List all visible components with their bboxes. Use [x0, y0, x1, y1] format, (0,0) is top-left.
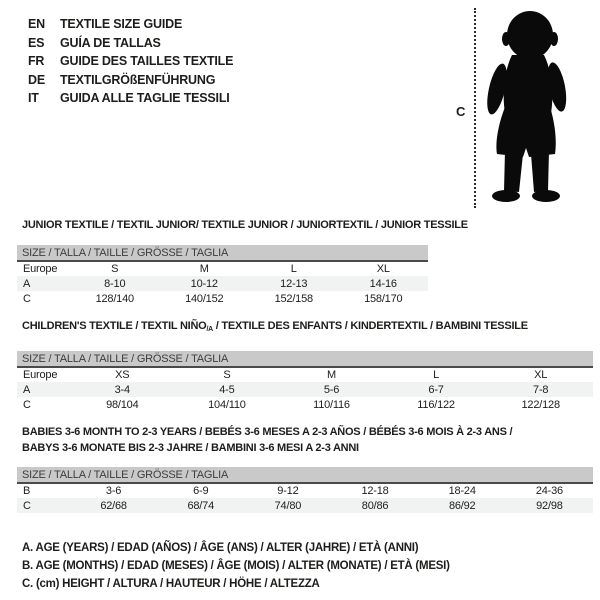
size-value-cell: XL: [534, 369, 548, 381]
row-label-cell: C: [23, 398, 31, 411]
size-value-cell: 110/116: [313, 398, 350, 411]
size-guide-title: GUIDE DES TAILLES TEXTILE: [60, 54, 234, 69]
measure-label-c: C: [456, 104, 466, 119]
table-title-babies: [22, 424, 512, 456]
size-value-cell: 128/140: [95, 292, 134, 305]
size-value-cell: 3-6: [105, 485, 122, 497]
table-row: [17, 397, 593, 412]
size-value-cell: 7-8: [488, 382, 593, 397]
height-measure-line: [474, 8, 476, 208]
size-value-cell: 140/152: [185, 292, 224, 305]
size-value-cell: 86/92: [419, 498, 506, 513]
row-label-cell: Europe: [23, 369, 58, 381]
size-value-cell: S: [223, 369, 231, 381]
table-row: [17, 276, 428, 291]
size-value-cell: 3-4: [70, 382, 175, 397]
language-code: FR: [28, 54, 45, 69]
table-row: [17, 291, 428, 306]
table-title-junior: JUNIOR TEXTILE / TEXTIL JUNIOR/ TEXTILE JUNIOR / JUNIORTEXTIL / JUNIOR TESSILE: [22, 219, 468, 231]
language-code: IT: [28, 91, 39, 106]
title-text: CHILDREN'S TEXTILE / TEXTIL NIÑO: [22, 320, 207, 332]
size-value-cell: M: [327, 369, 336, 381]
size-value-cell: 9-12: [277, 485, 299, 497]
size-value-cell: 152/158: [274, 292, 313, 305]
toddler-silhouette-icon: [480, 9, 576, 207]
junior-size-table: [17, 245, 428, 306]
table-row: [17, 261, 428, 276]
size-value-cell: 24-36: [535, 485, 563, 497]
size-guide-title: TEXTILE SIZE GUIDE: [60, 17, 183, 31]
babies-size-table: [17, 467, 593, 513]
table-row: [17, 498, 593, 513]
size-header-bar: SIZE / TALLA / TAILLE / GRÖSSE / TAGLIA: [17, 245, 428, 261]
size-value-cell: 18-24: [448, 485, 476, 497]
table-row: [17, 483, 593, 498]
language-row: [28, 52, 233, 71]
size-value-cell: L: [433, 369, 440, 381]
size-value-cell: M: [199, 263, 209, 275]
size-value-cell: 6-9: [193, 485, 209, 497]
footnotes: [22, 539, 450, 593]
size-value-cell: 116/122: [417, 398, 455, 411]
size-value-cell: 62/68: [70, 498, 157, 513]
language-code: DE: [28, 72, 45, 87]
size-header-bar: SIZE / TALLA / TAILLE / GRÖSSE / TAGLIA: [17, 467, 593, 483]
footnote: B. AGE (MONTHS) / EDAD (MESES) / ÂGE (MOIS) / ALTER (MONATE) / ETÀ (MESI): [22, 560, 450, 572]
language-row: [28, 15, 233, 34]
size-value-cell: XL: [376, 263, 390, 275]
table-title-children: [22, 320, 528, 333]
footnote: A. AGE (YEARS) / EDAD (AÑOS) / ÂGE (ANS) / ALTER (JAHRE) / ETÀ (ANNI): [22, 542, 419, 554]
language-code: ES: [28, 35, 45, 50]
row-label-cell: Europe: [23, 263, 58, 275]
size-value-cell: 4-5: [175, 382, 280, 397]
row-label-cell: C: [23, 292, 31, 305]
size-value-cell: 158/170: [364, 292, 403, 305]
size-value-cell: 92/98: [506, 498, 593, 513]
children-size-table: [17, 351, 593, 412]
size-guide-title: TEXTILGRÖßENFÜHRUNG: [60, 72, 216, 87]
size-value-cell: L: [290, 263, 297, 275]
table-row: [17, 382, 593, 397]
row-label-cell: A: [17, 276, 70, 291]
language-code: EN: [28, 17, 45, 31]
row-label-cell: A: [17, 382, 70, 397]
size-value-cell: 6-7: [384, 382, 489, 397]
title-line: BABIES 3-6 MONTH TO 2-3 YEARS / BEBÉS 3-6 MESES A 2-3 AÑOS / BÉBÉS 3-6 MOIS À 2-3 ANS /: [22, 426, 513, 438]
language-title-list: [28, 15, 233, 108]
size-guide-title: GUÍA DE TALLAS: [60, 35, 161, 50]
language-row: [28, 71, 233, 90]
table-row: [17, 367, 593, 382]
size-value-cell: 14-16: [339, 276, 429, 291]
size-value-cell: 10-12: [160, 276, 250, 291]
size-value-cell: 104/110: [208, 398, 246, 411]
size-value-cell: 5-6: [279, 382, 384, 397]
size-value-cell: S: [111, 263, 119, 275]
size-value-cell: 98/104: [106, 398, 139, 411]
size-value-cell: 68/74: [157, 498, 244, 513]
size-guide-title: GUIDA ALLE TAGLIE TESSILI: [60, 91, 230, 106]
language-row: [28, 89, 233, 108]
size-value-cell: 12-13: [249, 276, 339, 291]
language-row: [28, 34, 233, 53]
size-value-cell: 74/80: [244, 498, 331, 513]
size-value-cell: 8-10: [70, 276, 160, 291]
footnote: C. (cm) HEIGHT / ALTURA / HAUTEUR / HÖHE / ALTEZZA: [22, 578, 320, 590]
row-label-cell: C: [17, 498, 70, 513]
size-header-bar: SIZE / TALLA / TAILLE / GRÖSSE / TAGLIA: [17, 351, 593, 367]
title-subscript: /A: [206, 326, 213, 333]
size-value-cell: 122/128: [521, 398, 560, 411]
size-value-cell: 80/86: [331, 498, 418, 513]
size-value-cell: 12-18: [361, 485, 389, 497]
title-line: BABYS 3-6 MONATE BIS 2-3 JAHRE / BAMBINI 3-6 MESI A 2-3 ANNI: [22, 442, 359, 454]
title-text: / TEXTILE DES ENFANTS / KINDERTEXTIL / BAMBINI TESSILE: [212, 320, 528, 332]
row-label-cell: B: [23, 485, 31, 497]
size-value-cell: XS: [115, 369, 130, 381]
